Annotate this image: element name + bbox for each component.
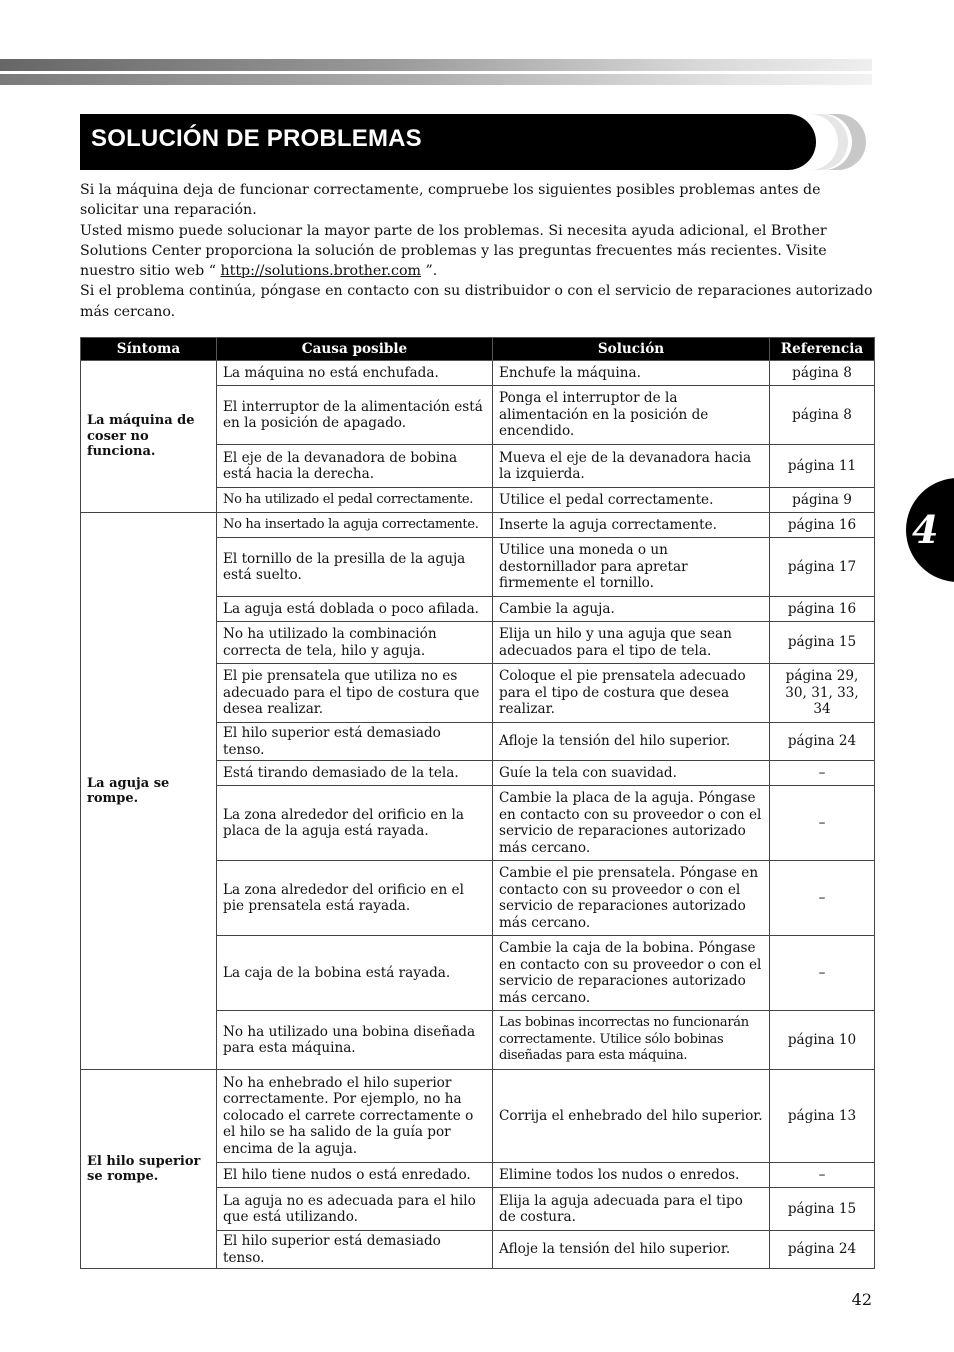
reference-cell: página 17 [770,538,875,597]
table-header-row [81,338,875,361]
solution-cell: Elija un hilo y una aguja que sean adecuados para el tipo de tela. [493,622,770,664]
troubleshooting-table [80,337,875,1269]
table-row [81,513,875,538]
intro-paragraph-2 [80,221,880,282]
page-number: 42 [851,1290,872,1309]
reference-cell: página 9 [770,488,875,513]
reference-cell: página 24 [770,1231,875,1269]
header-stripe-bottom [0,74,872,85]
reference-cell: – [770,786,875,861]
header-stripes [0,59,872,86]
reference-cell: página 10 [770,1011,875,1070]
header-cause: Causa posible [217,338,493,361]
solution-cell: Utilice una moneda o un destornillador para apretar firmemente el tornillo. [493,538,770,597]
reference-cell: página 24 [770,723,875,761]
reference-cell: página 13 [770,1070,875,1163]
intro-paragraph-2-text: Usted mismo puede solucionar la mayor parte de los problemas. Si necesita ayuda adicional, el Brother Solutions Center proporciona la solución de problemas y las preguntas frecuentes más recientes. Visite nuestro sitio web “ [80,222,827,280]
cause-cell: La caja de la bobina está rayada. [217,936,493,1011]
solution-cell: Cambie la caja de la bobina. Póngase en contacto con su proveedor o con el servicio de reparaciones autorizado más cercano. [493,936,770,1011]
cause-cell: La zona alrededor del orificio en el pie prensatela está rayada. [217,861,493,936]
solution-cell: Utilice el pedal correctamente. [493,488,770,513]
cause-cell: El interruptor de la alimentación está en la posición de apagado. [217,386,493,445]
reference-cell: página 8 [770,361,875,386]
reference-cell: – [770,761,875,786]
page-title: SOLUCIÓN DE PROBLEMAS [91,125,422,152]
solution-cell: Afloje la tensión del hilo superior. [493,1231,770,1269]
solution-cell: Afloje la tensión del hilo superior. [493,723,770,761]
cause-cell: La aguja no es adecuada para el hilo que está utilizando. [217,1188,493,1231]
symptom-cell: El hilo superior se rompe. [81,1070,217,1269]
solution-cell: Coloque el pie prensatela adecuado para el tipo de costura que desea realizar. [493,664,770,723]
solution-cell: Cambie el pie prensatela. Póngase en contacto con su proveedor o con el servicio de reparaciones autorizado más cercano. [493,861,770,936]
reference-cell: página 16 [770,513,875,538]
reference-cell: página 11 [770,445,875,488]
intro-paragraph-3: Si el problema continúa, póngase en contacto con su distribuidor o con el servicio de reparaciones autorizado más cercano. [80,283,873,320]
reference-cell: página 8 [770,386,875,445]
cause-cell: El pie prensatela que utiliza no es adecuado para el tipo de costura que desea realizar. [217,664,493,723]
reference-cell: página 16 [770,597,875,622]
cause-cell: No ha utilizado la combinación correcta de tela, hilo y aguja. [217,622,493,664]
cause-cell: El eje de la devanadora de bobina está hacia la derecha. [217,445,493,488]
solution-cell: Enchufe la máquina. [493,361,770,386]
reference-cell: página 15 [770,1188,875,1231]
reference-cell: – [770,936,875,1011]
solution-cell: Mueva el eje de la devanadora hacia la izquierda. [493,445,770,488]
chapter-number: 4 [912,507,939,552]
solution-cell: Las bobinas incorrectas no funcionarán correctamente. Utilice sólo bobinas diseñadas para esta máquina. [493,1011,770,1070]
reference-cell: – [770,861,875,936]
intro-paragraph-1: Si la máquina deja de funcionar correctamente, compruebe los siguientes posibles problemas antes de solicitar una reparación. [80,182,821,219]
solutions-link[interactable]: http://solutions.brother.com [220,263,421,280]
cause-cell: No ha utilizado el pedal correctamente. [217,488,493,513]
table-row [81,1070,875,1163]
reference-cell: página 15 [770,622,875,664]
cause-cell: No ha utilizado una bobina diseñada para esta máquina. [217,1011,493,1070]
header-symptom: Síntoma [81,338,217,361]
solution-cell: Elija la aguja adecuada para el tipo de costura. [493,1188,770,1231]
title-bar [80,114,816,170]
cause-cell: El tornillo de la presilla de la aguja está suelto. [217,538,493,597]
cause-cell: La aguja está doblada o poco afilada. [217,597,493,622]
header-solution: Solución [493,338,770,361]
solution-cell: Cambie la placa de la aguja. Póngase en contacto con su proveedor o con el servicio de reparaciones autorizado más cercano. [493,786,770,861]
cause-cell: La máquina no está enchufada. [217,361,493,386]
symptom-cell: La aguja se rompe. [81,513,217,1070]
reference-cell: página 29, 30, 31, 33, 34 [770,664,875,723]
cause-cell: El hilo superior está demasiado tenso. [217,723,493,761]
cause-cell: La zona alrededor del orificio en la placa de la aguja está rayada. [217,786,493,861]
solution-cell: Inserte la aguja correctamente. [493,513,770,538]
solution-cell: Cambie la aguja. [493,597,770,622]
solution-cell: Guíe la tela con suavidad. [493,761,770,786]
cause-cell: No ha insertado la aguja correctamente. [217,513,493,538]
cause-cell: El hilo tiene nudos o está enredado. [217,1163,493,1188]
cause-cell: No ha enhebrado el hilo superior correctamente. Por ejemplo, no ha colocado el carrete correctamente o el hilo se ha salido de la guía por encima de la aguja. [217,1070,493,1163]
intro-paragraph-2-end: ”. [420,263,438,280]
solution-cell: Elimine todos los nudos o enredos. [493,1163,770,1188]
reference-cell: – [770,1163,875,1188]
symptom-cell: La máquina de coser no funciona. [81,361,217,513]
table-row [81,361,875,386]
cause-cell: El hilo superior está demasiado tenso. [217,1231,493,1269]
title-decoration [810,114,870,170]
cause-cell: Está tirando demasiado de la tela. [217,761,493,786]
header-reference: Referencia [770,338,875,361]
intro-text [80,180,880,322]
header-stripe-top [0,59,872,71]
solution-cell: Corrija el enhebrado del hilo superior. [493,1070,770,1163]
solution-cell: Ponga el interruptor de la alimentación en la posición de encendido. [493,386,770,445]
